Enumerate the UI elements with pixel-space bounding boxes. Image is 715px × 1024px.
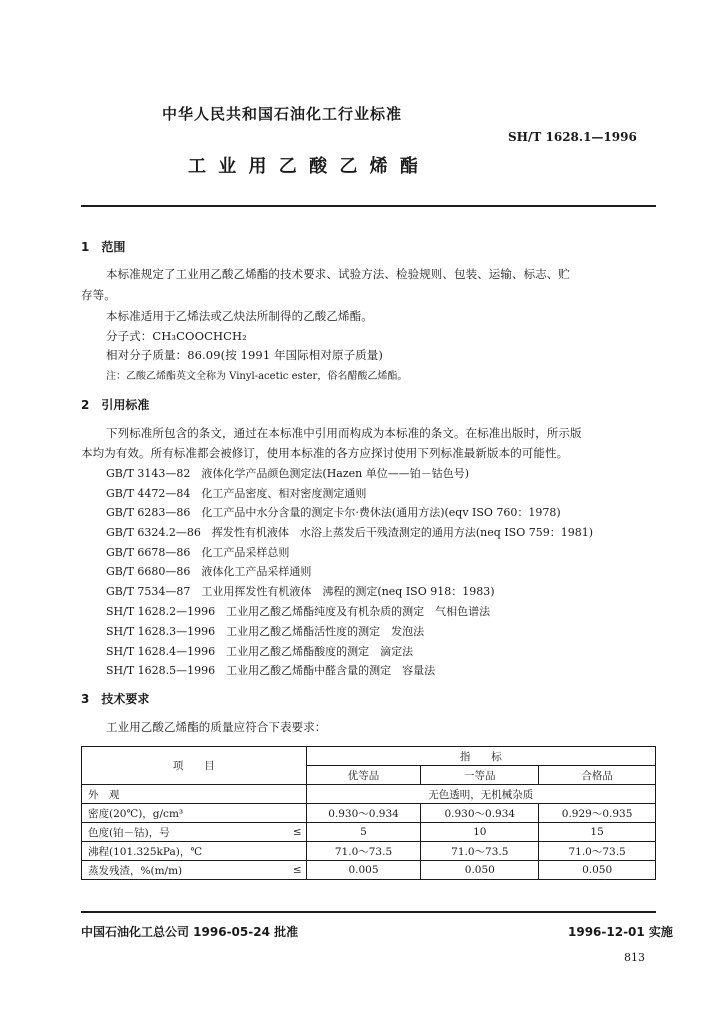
specification-table bbox=[81, 746, 656, 880]
row-value: 71.0～73.5 bbox=[539, 842, 656, 861]
row-item-operator: ≤ bbox=[292, 864, 302, 876]
row-item-operator: ≤ bbox=[292, 826, 302, 838]
reference-item: SH/T 1628.2—1996 工业用乙酸乙烯酯纯度及有机杂质的测定 气相色谱法 bbox=[106, 605, 491, 618]
row-value: 0.050 bbox=[539, 861, 656, 880]
implementation-date: 1996-12-01 实施 bbox=[568, 925, 673, 939]
table-row bbox=[82, 804, 656, 823]
row-item bbox=[82, 804, 307, 823]
reference-item: GB/T 6680—86 液体化工产品采样通则 bbox=[106, 565, 312, 578]
row-value: 0.930～0.934 bbox=[421, 804, 539, 823]
row-item-label: 色度(铂－钴)，号 bbox=[88, 826, 170, 839]
reference-item: GB/T 4472—84 化工产品密度、相对密度测定通则 bbox=[106, 487, 367, 500]
grade-header: 合格品 bbox=[539, 766, 656, 785]
scope-applicability: 本标准适用于乙烯法或乙炔法所制得的乙酸乙烯酯。 bbox=[106, 309, 373, 323]
row-item-label: 外 观 bbox=[88, 788, 120, 801]
scope-paragraph-line2: 存等。 bbox=[81, 288, 116, 302]
row-value: 0.930～0.934 bbox=[306, 804, 421, 823]
table-row bbox=[82, 861, 656, 880]
row-item bbox=[82, 785, 307, 804]
standard-number: SH/T 1628.1—1996 bbox=[508, 130, 637, 144]
reference-item: GB/T 3143—82 液体化学产品颜色测定法(Hazen 单位——铂－钴色号) bbox=[106, 467, 470, 480]
row-value: 0.929～0.935 bbox=[539, 804, 656, 823]
row-item bbox=[82, 823, 307, 842]
row-value: 15 bbox=[539, 823, 656, 842]
row-item-label: 蒸发残渣，%(m/m) bbox=[88, 864, 183, 877]
grade-header: 优等品 bbox=[306, 766, 421, 785]
item-header: 项 目 bbox=[82, 747, 307, 785]
reference-item: GB/T 7534—87 工业用挥发性有机液体 沸程的测定(neq ISO 918：1983) bbox=[106, 585, 495, 598]
reference-item: GB/T 6283—86 化工产品中水分含量的测定卡尔·费休法(通用方法)(eqv ISO 760：1978) bbox=[106, 506, 561, 519]
reference-item: SH/T 1628.3—1996 工业用乙酸乙烯酯活性度的测定 发泡法 bbox=[106, 625, 425, 638]
row-value: 5 bbox=[306, 823, 421, 842]
document-title: 工 业 用 乙 酸 乙 烯 酯 bbox=[188, 156, 421, 177]
row-item-label: 沸程(101.325kPa)，℃ bbox=[88, 845, 203, 858]
row-item bbox=[82, 842, 307, 861]
requirements-intro: 工业用乙酸乙烯酯的质量应符合下表要求： bbox=[106, 720, 327, 734]
grade-header: 一等品 bbox=[421, 766, 539, 785]
row-merged-value: 无色透明，无机械杂质 bbox=[306, 785, 655, 804]
footer-divider bbox=[81, 911, 656, 913]
row-value: 71.0～73.5 bbox=[421, 842, 539, 861]
references-intro-line1: 下列标准所包含的条文，通过在本标准中引用而构成为本标准的条文。在标准出版时，所示版 bbox=[106, 426, 582, 440]
molecular-formula: 分子式：CH₃COOCHCH₂ bbox=[106, 329, 247, 343]
header-divider bbox=[81, 205, 656, 207]
row-value: 0.005 bbox=[306, 861, 421, 880]
table-row bbox=[82, 842, 656, 861]
section-3-heading: 3 技术要求 bbox=[81, 692, 150, 706]
page-number: 813 bbox=[624, 951, 645, 964]
reference-item: GB/T 6324.2—86 挥发性有机液体 水浴上蒸发后干残渣测定的通用方法(neq ISO 759：1981) bbox=[106, 526, 593, 539]
relative-molecular-mass: 相对分子质量：86.09(按 1991 年国际相对原子质量) bbox=[106, 348, 383, 362]
row-value: 71.0～73.5 bbox=[306, 842, 421, 861]
table-row bbox=[82, 823, 656, 842]
reference-item: SH/T 1628.5—1996 工业用乙酸乙烯酯中醛含量的测定 容量法 bbox=[106, 664, 436, 677]
table-header-row bbox=[82, 747, 656, 766]
approval-line: 中国石油化工总公司 1996-05-24 批准 bbox=[81, 925, 299, 939]
index-header: 指 标 bbox=[306, 747, 655, 766]
row-item-label: 密度(20℃)，g/cm³ bbox=[88, 807, 184, 820]
scope-paragraph-line1: 本标准规定了工业用乙酸乙烯酯的技术要求、试验方法、检验规则、包装、运输、标志、贮 bbox=[106, 267, 570, 281]
row-item bbox=[82, 861, 307, 880]
issuing-organization: 中华人民共和国石油化工行业标准 bbox=[162, 105, 403, 123]
row-value: 0.050 bbox=[421, 861, 539, 880]
reference-item: SH/T 1628.4—1996 工业用乙酸乙烯酯酸度的测定 滴定法 bbox=[106, 645, 414, 658]
section-2-heading: 2 引用标准 bbox=[81, 398, 150, 412]
row-value: 10 bbox=[421, 823, 539, 842]
references-intro-line2: 本均为有效。所有标准都会被修订，使用本标准的各方应探讨使用下列标准最新版本的可能性。 bbox=[81, 446, 569, 460]
table-row bbox=[82, 785, 656, 804]
section-1-heading: 1 范围 bbox=[81, 240, 126, 254]
reference-item: GB/T 6678—86 化工产品采样总则 bbox=[106, 546, 290, 559]
scope-note: 注：乙酸乙烯酯英文全称为 Vinyl-acetic ester，俗名醋酸乙烯酯。 bbox=[106, 371, 408, 382]
